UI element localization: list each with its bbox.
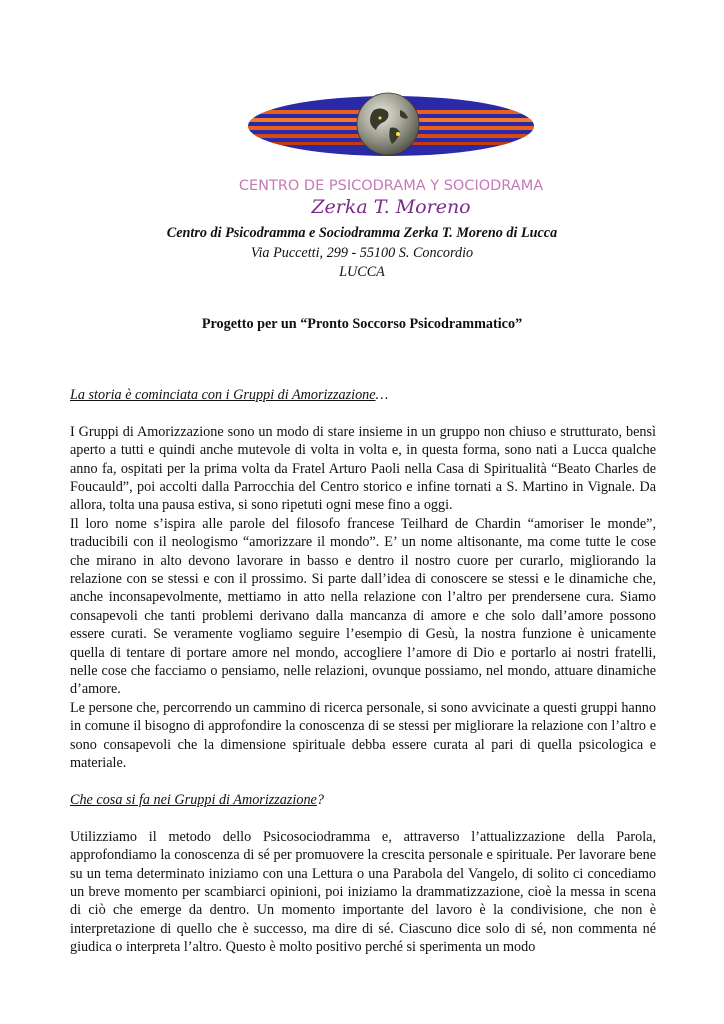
- paragraph: I Gruppi di Amorizzazione sono un modo di stare insieme in un gruppo non chiuso e strutturato, bensì aperto a tutti e quindi anche mutevole di volta in volta e, in questa forma, sono nati a Lucca qualche anno fa, ospitati per la prima volta da Fratel Arturo Paoli nella Casa di Spiritualità “Beato Charles de Foucauld”, poi accolti dalla Parrocchia del Centro storico e infine tornati a S. Martino in Vignale. Da allora, tolta una pausa estiva, si sono ripetuti ogni mese fino a oggi.: [70, 423, 656, 514]
- center-header: [0, 224, 724, 283]
- document-body: [70, 386, 656, 957]
- section-heading-history-suffix: …: [375, 387, 389, 403]
- logo-line1: CENTRO DE PSICODRAMA Y SOCIODRAMA: [238, 178, 544, 194]
- section-heading-activities: [70, 791, 656, 809]
- globe-icon: [357, 93, 419, 155]
- section-heading-history-text: La storia è cominciata con i Gruppi di Amorizzazione: [70, 387, 376, 403]
- center-name: Centro di Psicodramma e Sociodramma Zerka T. Moreno di Lucca: [166, 225, 558, 241]
- project-title: Progetto per un “Pronto Soccorso Psicodrammatico”: [201, 316, 523, 332]
- paragraph: Le persone che, percorrendo un cammino di ricerca personale, si sono avvicinate a questi gruppi hanno in comune il bisogno di approfondire la conoscenza di se stessi per migliorare la relazione con l’altro e sono consapevoli che la dimensione spirituale debba essere curata al pari di quella psicologica e materiale.: [70, 699, 656, 772]
- center-city: LUCCA: [339, 264, 385, 280]
- logo-line2: Zerka T. Moreno: [311, 196, 471, 218]
- section-heading-history: [70, 386, 656, 404]
- center-address: Via Puccetti, 299 - 55100 S. Concordio: [250, 244, 474, 261]
- section-heading-activities-suffix: ?: [316, 791, 324, 808]
- paragraph: Utilizziamo il metodo dello Psicosociodramma e, attraverso l’attualizzazione della Parola, approfondiamo la conoscenza di sé per promuovere la crescita personale e spirituale. Per lavorare bene su un tema determinato iniziamo con una Lettura o una Parabola del Vangelo, di solito ci concediamo un breve momento per scambiarci opinioni, poi iniziamo la drammatizzazione, cioè la messa in scena di ciò che emerge da dentro. Un momento importante del lavoro è la condivisione, che non è interpretazione di quello che è successo, ma dire di sé. Ciascuno dice solo di sé, non commenta né giudica o interpreta l’altro. Questo è molto positivo perché si sperimenta un modo: [70, 828, 656, 956]
- section-heading-activities-text: Che cosa si fa nei Gruppi di Amorizzazione: [70, 791, 317, 808]
- paragraph: Il loro nome s’ispira alle parole del filosofo francese Teilhard de Chardin “amoriser le monde”, traducibili con il neologismo “amorizzare il mondo”. E’ un nome altisonante, ma come tutte le cose che mirano in alto devono lavorare in basso e dentro il nostro cuore per curarlo, migliorando la relazione con se stessi e con il prossimo. Si parte dall’idea di conoscere se stessi e le dinamiche che, anche inconsapevolmente, mettiamo in atto nella relazione con l’altro per prendersene cura. Siamo consapevoli che tanti problemi derivano dalla mancanza di amore e che solo dall’amore possono essere curati. Se veramente vogliamo seguire l’esempio di Gesù, la nostra funzione è unicamente quella di tentare di portare amore nel mondo, accogliere l’amore di Dio e portarlo ai nostri fratelli, nelle cose che facciamo o pensiamo, nelle relazioni, ovunque possiamo, nel mondo, attuare dinamiche d’amore.: [70, 515, 656, 698]
- center-logo: [228, 88, 558, 223]
- logo-graphic: [228, 88, 558, 223]
